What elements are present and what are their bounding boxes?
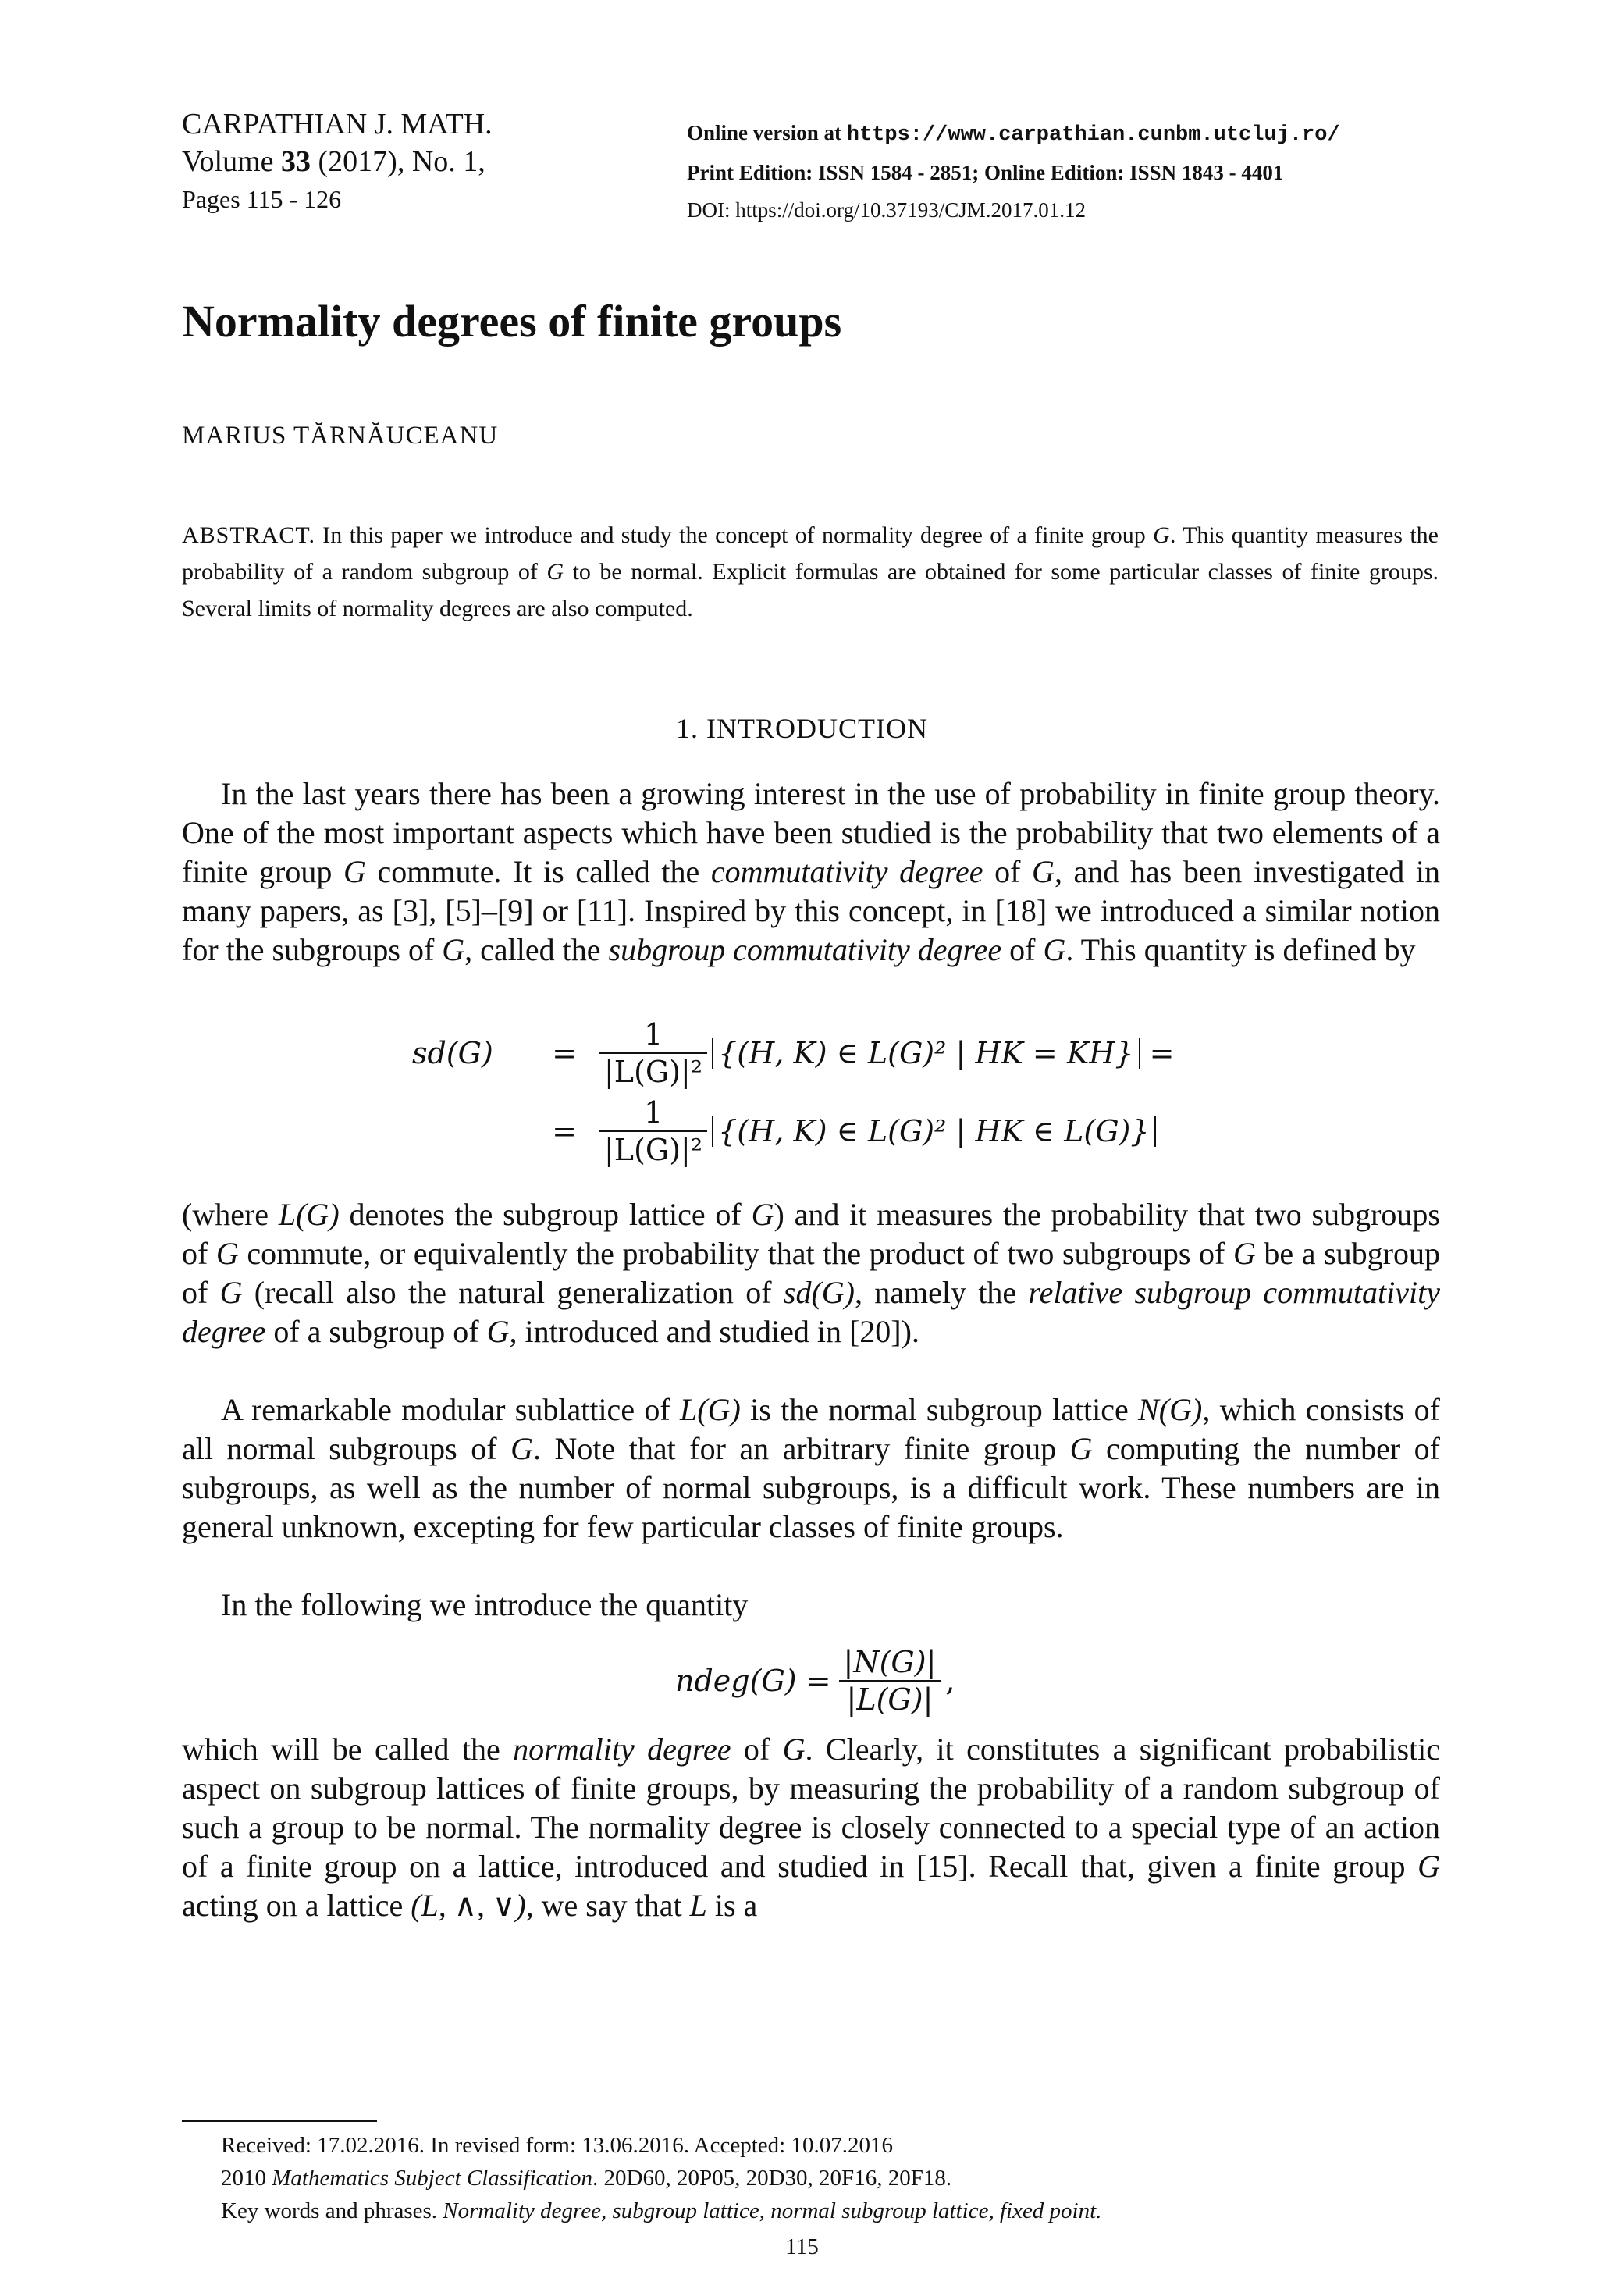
author: MARIUS TĂRNĂUCEANU bbox=[182, 422, 499, 450]
page-number: 115 bbox=[785, 2234, 819, 2259]
journal-name: CARPATHIAN J. MATH. bbox=[182, 108, 493, 141]
section-heading: 1. INTRODUCTION bbox=[676, 713, 928, 744]
publication-meta bbox=[687, 114, 1340, 229]
paragraph-intro: In the last years there has been a growing interest in the use of probability in finite group theory. One of the most important aspects which have been studied is the probability that two elements of a finite group G commute. It is called the commutativity degree of G, and has been investigated in many papers, as [3], [5]–[9] or [11]. Inspired by this concept, in [18] we introduced a similar notion for the subgroups of G, called the subgroup commutativity degree of G. This quantity is defined by bbox=[182, 776, 1441, 967]
doi[interactable]: DOI: https://doi.org/10.37193/CJM.2017.01.12 bbox=[687, 198, 1087, 222]
issn: Print Edition: ISSN 1584 - 2851; Online Edition: ISSN 1843 - 4401 bbox=[687, 161, 1284, 184]
paragraph-normality-degree: which will be called the normality degree of G. Clearly, it constitutes a significant probabilistic aspect on subgroup lattices of finite groups, by measuring the probability of a random subgroup of such a group to be normal. The normality degree is closely connected to a special type of an action of a finite group on a lattice, introduced and studied in [15]. Recall that, given a finite group G acting on a lattice (L, ∧, ∨), we say that L is a bbox=[182, 1732, 1441, 1923]
footnote-msc: 2010 Mathematics Subject Classification. 20D60, 20P05, 20D30, 20F16, 20F18. bbox=[221, 2166, 952, 2191]
paragraph-where: (where L(G) denotes the subgroup lattice of G) and it measures the probability that two subgroups of G commute, or equivalently the probability that the product of two subgroups of G be a subgroup of G (recall also the natural generalization of sd(G), namely the relative subgroup commutativity degree of a subgroup of G, introduced and studied in [20]). bbox=[182, 1197, 1441, 1349]
paragraph-quantity: In the following we introduce the quantity bbox=[221, 1587, 749, 1622]
abstract: ABSTRACT. In this paper we introduce and study the concept of normality degree of a finite group G. This quantity measures the probability of a random subgroup of G to be normal. Explicit formulas are obtained for some particular classes of finite groups. Several limits of normality degrees are also computed. bbox=[182, 522, 1439, 621]
journal-volume: Volume 33 (2017), No. 1, bbox=[182, 145, 485, 178]
equation-ndeg: ndeg(G) = $\frac{|N(G)|}{|L(G)|}$ , bbox=[675, 1645, 955, 1717]
paper-title: Normality degrees of finite groups bbox=[182, 296, 842, 347]
online-version: Online version at https://www.carpathian.cunbm.utcluj.ro/ bbox=[687, 121, 1340, 147]
paragraph-normal-lattice: A remarkable modular sublattice of L(G) is the normal subgroup lattice N(G), which consists of all normal subgroups of G. Note that for an arbitrary finite group G computing the number of subgroups, as well as the number of normal subgroups, is a difficult work. These numbers are in general unknown, excepting for few particular classes of finite groups. bbox=[182, 1392, 1441, 1544]
footnote-received: Received: 17.02.2016. In revised form: 13.06.2016. Accepted: 10.07.2016 bbox=[221, 2133, 893, 2158]
footnote-rule bbox=[182, 2120, 377, 2122]
journal-info bbox=[182, 105, 493, 218]
equation-sd: sd(G) = $\frac{1}{\text{|L(G)|²}}$ {(H, K) ∈ L(G)² | HK = KH} = = $\frac{1}{\text{|L(G)|²}}$ {(H, K) ∈ L(G)² | HK ∈ L(G)} bbox=[412, 1017, 1175, 1167]
abstract-label: ABSTRACT. bbox=[182, 522, 315, 548]
footnote-keywords: Key words and phrases. Normality degree, subgroup lattice, normal subgroup lattice, fixed point. bbox=[221, 2198, 1102, 2223]
online-url-link[interactable]: https://www.carpathian.cunbm.utcluj.ro/ bbox=[846, 123, 1340, 147]
journal-pages: Pages 115 - 126 bbox=[182, 185, 342, 213]
